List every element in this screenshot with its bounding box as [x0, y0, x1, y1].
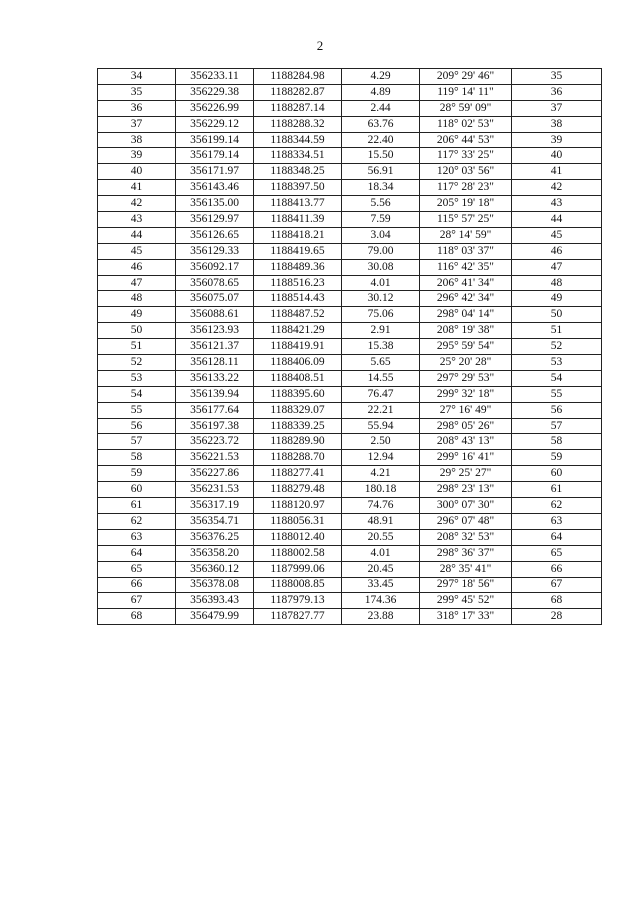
- direction-angle-cell: 295° 59' 54": [420, 339, 512, 355]
- point-number-cell: 58: [98, 450, 176, 466]
- coord-x-cell: 356221.53: [176, 450, 254, 466]
- direction-angle-cell: 206° 41' 34": [420, 275, 512, 291]
- next-point-number-cell: 50: [512, 307, 602, 323]
- coordinates-table: [97, 68, 602, 625]
- direction-angle-cell: 29° 25' 27": [420, 466, 512, 482]
- table-row: [98, 69, 602, 85]
- direction-angle-cell: 299° 16' 41": [420, 450, 512, 466]
- segment-length-cell: 76.47: [342, 386, 420, 402]
- next-point-number-cell: 44: [512, 212, 602, 228]
- coord-x-cell: 356135.00: [176, 196, 254, 212]
- point-number-cell: 67: [98, 593, 176, 609]
- point-number-cell: 60: [98, 482, 176, 498]
- direction-angle-cell: 117° 33' 25": [420, 148, 512, 164]
- coord-x-cell: 356171.97: [176, 164, 254, 180]
- direction-angle-cell: 119° 14' 11": [420, 84, 512, 100]
- segment-length-cell: 22.40: [342, 132, 420, 148]
- point-number-cell: 68: [98, 609, 176, 625]
- next-point-number-cell: 64: [512, 529, 602, 545]
- table-row: [98, 545, 602, 561]
- table-row: [98, 243, 602, 259]
- next-point-number-cell: 65: [512, 545, 602, 561]
- segment-length-cell: 4.89: [342, 84, 420, 100]
- coord-x-cell: 356075.07: [176, 291, 254, 307]
- point-number-cell: 50: [98, 323, 176, 339]
- table-row: [98, 100, 602, 116]
- direction-angle-cell: 300° 07' 30": [420, 498, 512, 514]
- direction-angle-cell: 297° 29' 53": [420, 370, 512, 386]
- coord-x-cell: 356393.43: [176, 593, 254, 609]
- table-row: [98, 529, 602, 545]
- coord-y-cell: 1188284.98: [254, 69, 342, 85]
- coordinates-table-body: [98, 69, 602, 625]
- segment-length-cell: 20.55: [342, 529, 420, 545]
- point-number-cell: 44: [98, 227, 176, 243]
- direction-angle-cell: 118° 02' 53": [420, 116, 512, 132]
- point-number-cell: 42: [98, 196, 176, 212]
- direction-angle-cell: 117° 28' 23": [420, 180, 512, 196]
- point-number-cell: 48: [98, 291, 176, 307]
- next-point-number-cell: 58: [512, 434, 602, 450]
- coord-x-cell: 356078.65: [176, 275, 254, 291]
- coord-y-cell: 1188419.65: [254, 243, 342, 259]
- coord-x-cell: 356199.14: [176, 132, 254, 148]
- segment-length-cell: 4.21: [342, 466, 420, 482]
- coord-x-cell: 356126.65: [176, 227, 254, 243]
- direction-angle-cell: 28° 14' 59": [420, 227, 512, 243]
- coord-x-cell: 356139.94: [176, 386, 254, 402]
- coord-y-cell: 1187827.77: [254, 609, 342, 625]
- direction-angle-cell: 208° 19' 38": [420, 323, 512, 339]
- segment-length-cell: 22.21: [342, 402, 420, 418]
- coord-x-cell: 356354.71: [176, 513, 254, 529]
- segment-length-cell: 4.01: [342, 545, 420, 561]
- coord-y-cell: 1188012.40: [254, 529, 342, 545]
- next-point-number-cell: 35: [512, 69, 602, 85]
- point-number-cell: 64: [98, 545, 176, 561]
- point-number-cell: 47: [98, 275, 176, 291]
- point-number-cell: 55: [98, 402, 176, 418]
- coord-y-cell: 1188120.97: [254, 498, 342, 514]
- segment-length-cell: 63.76: [342, 116, 420, 132]
- direction-angle-cell: 208° 43' 13": [420, 434, 512, 450]
- point-number-cell: 54: [98, 386, 176, 402]
- coord-y-cell: 1188487.52: [254, 307, 342, 323]
- next-point-number-cell: 59: [512, 450, 602, 466]
- next-point-number-cell: 55: [512, 386, 602, 402]
- coord-y-cell: 1188344.59: [254, 132, 342, 148]
- point-number-cell: 56: [98, 418, 176, 434]
- segment-length-cell: 5.65: [342, 355, 420, 371]
- next-point-number-cell: 46: [512, 243, 602, 259]
- coord-y-cell: 1188395.60: [254, 386, 342, 402]
- next-point-number-cell: 60: [512, 466, 602, 482]
- next-point-number-cell: 45: [512, 227, 602, 243]
- coord-y-cell: 1188334.51: [254, 148, 342, 164]
- point-number-cell: 59: [98, 466, 176, 482]
- table-row: [98, 148, 602, 164]
- table-row: [98, 212, 602, 228]
- point-number-cell: 49: [98, 307, 176, 323]
- table-row: [98, 466, 602, 482]
- point-number-cell: 41: [98, 180, 176, 196]
- direction-angle-cell: 297° 18' 56": [420, 577, 512, 593]
- coord-x-cell: 356227.86: [176, 466, 254, 482]
- next-point-number-cell: 36: [512, 84, 602, 100]
- coord-x-cell: 356092.17: [176, 259, 254, 275]
- direction-angle-cell: 115° 57' 25": [420, 212, 512, 228]
- next-point-number-cell: 52: [512, 339, 602, 355]
- segment-length-cell: 12.94: [342, 450, 420, 466]
- direction-angle-cell: 28° 59' 09": [420, 100, 512, 116]
- coord-y-cell: 1188516.23: [254, 275, 342, 291]
- point-number-cell: 43: [98, 212, 176, 228]
- coord-y-cell: 1188282.87: [254, 84, 342, 100]
- point-number-cell: 35: [98, 84, 176, 100]
- coord-y-cell: 1188413.77: [254, 196, 342, 212]
- segment-length-cell: 2.91: [342, 323, 420, 339]
- segment-length-cell: 55.94: [342, 418, 420, 434]
- coord-y-cell: 1188288.32: [254, 116, 342, 132]
- segment-length-cell: 74.76: [342, 498, 420, 514]
- coord-x-cell: 356128.11: [176, 355, 254, 371]
- table-row: [98, 164, 602, 180]
- table-row: [98, 259, 602, 275]
- table-row: [98, 180, 602, 196]
- coord-x-cell: 356229.38: [176, 84, 254, 100]
- coord-x-cell: 356378.08: [176, 577, 254, 593]
- next-point-number-cell: 51: [512, 323, 602, 339]
- next-point-number-cell: 47: [512, 259, 602, 275]
- segment-length-cell: 23.88: [342, 609, 420, 625]
- segment-length-cell: 79.00: [342, 243, 420, 259]
- coord-y-cell: 1188419.91: [254, 339, 342, 355]
- table-row: [98, 291, 602, 307]
- next-point-number-cell: 49: [512, 291, 602, 307]
- segment-length-cell: 30.08: [342, 259, 420, 275]
- direction-angle-cell: 209° 29' 46": [420, 69, 512, 85]
- direction-angle-cell: 298° 36' 37": [420, 545, 512, 561]
- point-number-cell: 37: [98, 116, 176, 132]
- point-number-cell: 63: [98, 529, 176, 545]
- next-point-number-cell: 67: [512, 577, 602, 593]
- coord-x-cell: 356123.93: [176, 323, 254, 339]
- segment-length-cell: 15.38: [342, 339, 420, 355]
- table-row: [98, 116, 602, 132]
- point-number-cell: 40: [98, 164, 176, 180]
- direction-angle-cell: 118° 03' 37": [420, 243, 512, 259]
- coord-x-cell: 356177.64: [176, 402, 254, 418]
- coord-y-cell: 1188008.85: [254, 577, 342, 593]
- next-point-number-cell: 41: [512, 164, 602, 180]
- segment-length-cell: 18.34: [342, 180, 420, 196]
- coord-y-cell: 1188348.25: [254, 164, 342, 180]
- point-number-cell: 66: [98, 577, 176, 593]
- table-row: [98, 561, 602, 577]
- segment-length-cell: 33.45: [342, 577, 420, 593]
- coord-y-cell: 1188277.41: [254, 466, 342, 482]
- coord-x-cell: 356121.37: [176, 339, 254, 355]
- direction-angle-cell: 298° 05' 26": [420, 418, 512, 434]
- coord-x-cell: 356179.14: [176, 148, 254, 164]
- segment-length-cell: 56.91: [342, 164, 420, 180]
- next-point-number-cell: 56: [512, 402, 602, 418]
- coord-y-cell: 1187999.06: [254, 561, 342, 577]
- coord-y-cell: 1188002.58: [254, 545, 342, 561]
- coord-x-cell: 356479.99: [176, 609, 254, 625]
- next-point-number-cell: 61: [512, 482, 602, 498]
- point-number-cell: 52: [98, 355, 176, 371]
- segment-length-cell: 174.36: [342, 593, 420, 609]
- coord-y-cell: 1188489.36: [254, 259, 342, 275]
- point-number-cell: 57: [98, 434, 176, 450]
- segment-length-cell: 14.55: [342, 370, 420, 386]
- segment-length-cell: 30.12: [342, 291, 420, 307]
- page-number: 2: [316, 38, 324, 53]
- direction-angle-cell: 27° 16' 49": [420, 402, 512, 418]
- next-point-number-cell: 39: [512, 132, 602, 148]
- coord-y-cell: 1188418.21: [254, 227, 342, 243]
- direction-angle-cell: 116° 42' 35": [420, 259, 512, 275]
- table-row: [98, 275, 602, 291]
- direction-angle-cell: 120° 03' 56": [420, 164, 512, 180]
- coord-y-cell: 1188329.07: [254, 402, 342, 418]
- segment-length-cell: 7.59: [342, 212, 420, 228]
- coord-x-cell: 356358.20: [176, 545, 254, 561]
- point-number-cell: 38: [98, 132, 176, 148]
- point-number-cell: 53: [98, 370, 176, 386]
- coord-y-cell: 1188289.90: [254, 434, 342, 450]
- coord-y-cell: 1187979.13: [254, 593, 342, 609]
- table-row: [98, 339, 602, 355]
- next-point-number-cell: 37: [512, 100, 602, 116]
- segment-length-cell: 3.04: [342, 227, 420, 243]
- table-row: [98, 84, 602, 100]
- coord-x-cell: 356133.22: [176, 370, 254, 386]
- table-row: [98, 577, 602, 593]
- next-point-number-cell: 38: [512, 116, 602, 132]
- direction-angle-cell: 208° 32' 53": [420, 529, 512, 545]
- coord-x-cell: 356231.53: [176, 482, 254, 498]
- coord-y-cell: 1188397.50: [254, 180, 342, 196]
- segment-length-cell: 2.50: [342, 434, 420, 450]
- direction-angle-cell: 318° 17' 33": [420, 609, 512, 625]
- point-number-cell: 51: [98, 339, 176, 355]
- table-row: [98, 498, 602, 514]
- coord-y-cell: 1188339.25: [254, 418, 342, 434]
- next-point-number-cell: 57: [512, 418, 602, 434]
- coord-y-cell: 1188406.09: [254, 355, 342, 371]
- coord-x-cell: 356233.11: [176, 69, 254, 85]
- direction-angle-cell: 205° 19' 18": [420, 196, 512, 212]
- segment-length-cell: 2.44: [342, 100, 420, 116]
- segment-length-cell: 180.18: [342, 482, 420, 498]
- table-row: [98, 434, 602, 450]
- direction-angle-cell: 25° 20' 28": [420, 355, 512, 371]
- point-number-cell: 65: [98, 561, 176, 577]
- point-number-cell: 46: [98, 259, 176, 275]
- coord-x-cell: 356088.61: [176, 307, 254, 323]
- coord-y-cell: 1188288.70: [254, 450, 342, 466]
- table-row: [98, 323, 602, 339]
- coord-y-cell: 1188287.14: [254, 100, 342, 116]
- next-point-number-cell: 54: [512, 370, 602, 386]
- segment-length-cell: 4.01: [342, 275, 420, 291]
- table-row: [98, 402, 602, 418]
- table-row: [98, 513, 602, 529]
- table-row: [98, 450, 602, 466]
- coord-y-cell: 1188411.39: [254, 212, 342, 228]
- table-row: [98, 196, 602, 212]
- direction-angle-cell: 298° 23' 13": [420, 482, 512, 498]
- table-row: [98, 609, 602, 625]
- coord-y-cell: 1188279.48: [254, 482, 342, 498]
- table-row: [98, 370, 602, 386]
- segment-length-cell: 48.91: [342, 513, 420, 529]
- table-row: [98, 132, 602, 148]
- coord-y-cell: 1188408.51: [254, 370, 342, 386]
- coord-x-cell: 356226.99: [176, 100, 254, 116]
- table-row: [98, 418, 602, 434]
- direction-angle-cell: 299° 32' 18": [420, 386, 512, 402]
- coord-x-cell: 356376.25: [176, 529, 254, 545]
- coord-x-cell: 356317.19: [176, 498, 254, 514]
- segment-length-cell: 75.06: [342, 307, 420, 323]
- table-row: [98, 307, 602, 323]
- table-row: [98, 227, 602, 243]
- table-row: [98, 482, 602, 498]
- coord-x-cell: 356360.12: [176, 561, 254, 577]
- point-number-cell: 62: [98, 513, 176, 529]
- next-point-number-cell: 42: [512, 180, 602, 196]
- segment-length-cell: 15.50: [342, 148, 420, 164]
- next-point-number-cell: 68: [512, 593, 602, 609]
- next-point-number-cell: 28: [512, 609, 602, 625]
- next-point-number-cell: 66: [512, 561, 602, 577]
- coord-y-cell: 1188421.29: [254, 323, 342, 339]
- coord-y-cell: 1188056.31: [254, 513, 342, 529]
- point-number-cell: 34: [98, 69, 176, 85]
- segment-length-cell: 4.29: [342, 69, 420, 85]
- table-row: [98, 593, 602, 609]
- coord-x-cell: 356129.97: [176, 212, 254, 228]
- next-point-number-cell: 40: [512, 148, 602, 164]
- direction-angle-cell: 296° 42' 34": [420, 291, 512, 307]
- direction-angle-cell: 206° 44' 53": [420, 132, 512, 148]
- coord-x-cell: 356143.46: [176, 180, 254, 196]
- table-row: [98, 355, 602, 371]
- direction-angle-cell: 296° 07' 48": [420, 513, 512, 529]
- direction-angle-cell: 28° 35' 41": [420, 561, 512, 577]
- point-number-cell: 61: [98, 498, 176, 514]
- point-number-cell: 36: [98, 100, 176, 116]
- direction-angle-cell: 298° 04' 14": [420, 307, 512, 323]
- next-point-number-cell: 43: [512, 196, 602, 212]
- segment-length-cell: 20.45: [342, 561, 420, 577]
- coord-x-cell: 356229.12: [176, 116, 254, 132]
- direction-angle-cell: 299° 45' 52": [420, 593, 512, 609]
- next-point-number-cell: 63: [512, 513, 602, 529]
- next-point-number-cell: 62: [512, 498, 602, 514]
- next-point-number-cell: 53: [512, 355, 602, 371]
- coord-x-cell: 356129.33: [176, 243, 254, 259]
- coord-x-cell: 356223.72: [176, 434, 254, 450]
- segment-length-cell: 5.56: [342, 196, 420, 212]
- coord-x-cell: 356197.38: [176, 418, 254, 434]
- next-point-number-cell: 48: [512, 275, 602, 291]
- point-number-cell: 39: [98, 148, 176, 164]
- table-row: [98, 386, 602, 402]
- point-number-cell: 45: [98, 243, 176, 259]
- coord-y-cell: 1188514.43: [254, 291, 342, 307]
